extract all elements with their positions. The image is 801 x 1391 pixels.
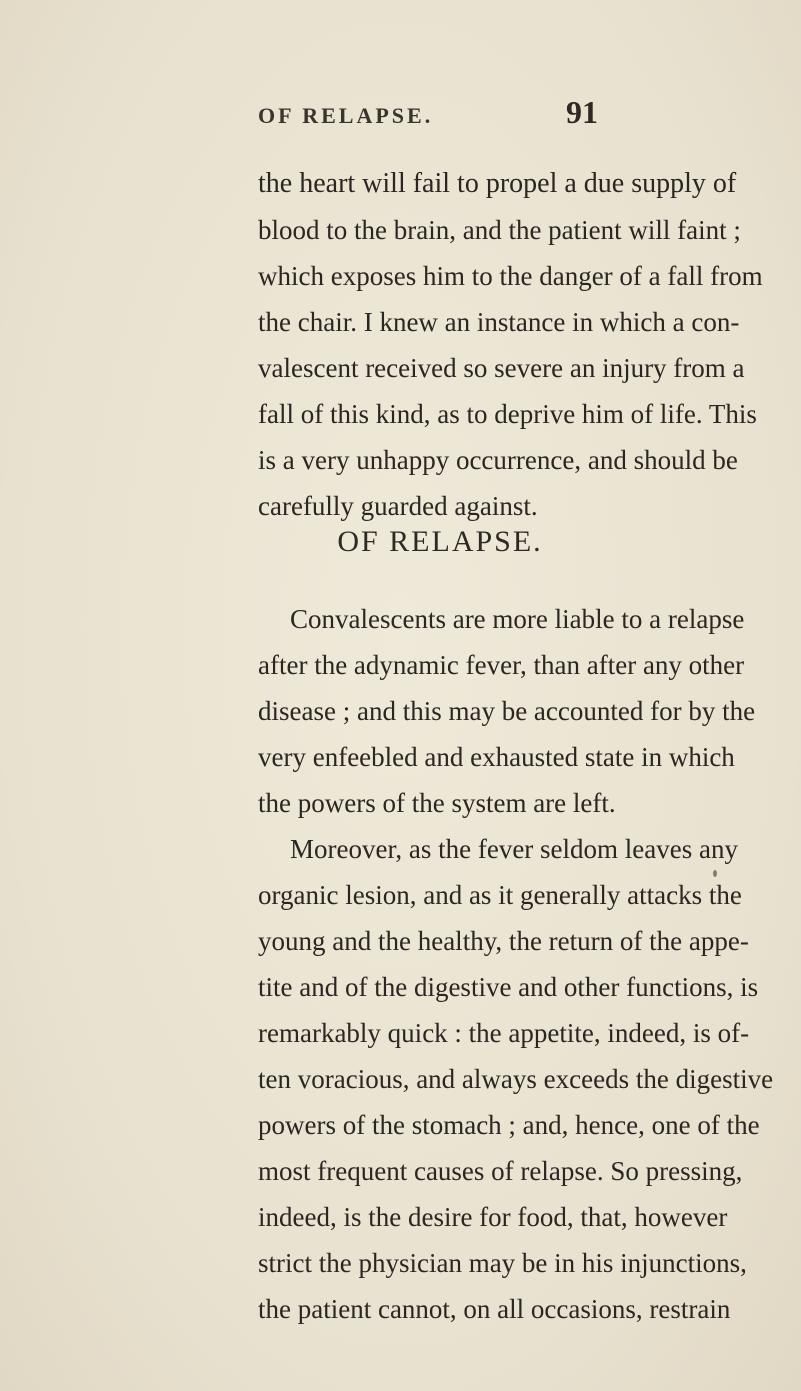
text-line: indeed, is the desire for food, that, however (258, 1202, 728, 1232)
text-line: after the adynamic fever, than after any other (258, 650, 745, 680)
text-line: organic lesion, and as it generally attacks the (258, 880, 742, 910)
text-line: Moreover, as the fever seldom leaves any (290, 834, 738, 864)
text-line: disease ; and this may be accounted for by the (258, 696, 756, 726)
text-line: the patient cannot, on all occasions, restrain (258, 1294, 731, 1324)
text-line: strict the physician may be in his injunctions, (258, 1248, 747, 1278)
text-line: the heart will fail to propel a due supply of (258, 168, 737, 199)
text-line: the chair. I knew an instance in which a con- (258, 307, 740, 337)
text-line: blood to the brain, and the patient will faint ; (258, 215, 741, 245)
text-line: the powers of the system are left. (258, 788, 616, 818)
text-line: carefully guarded against. (258, 491, 538, 521)
text-line: which exposes him to the danger of a fall from (258, 261, 763, 291)
text-line: very enfeebled and exhausted state in which (258, 742, 735, 772)
ink-speck (713, 870, 717, 877)
text-line: fall of this kind, as to deprive him of life. This (258, 399, 757, 429)
text-line: most frequent causes of relapse. So pressing, (258, 1156, 743, 1186)
running-head: OF RELAPSE. (258, 103, 434, 128)
text-line: remarkably quick : the appetite, indeed, is of- (258, 1018, 750, 1048)
section-heading: OF RELAPSE. (337, 525, 543, 558)
text-line: is a very unhappy occurrence, and should be (258, 445, 738, 475)
text-line: Convalescents are more liable to a relapse (290, 604, 745, 634)
page-number: 91 (566, 94, 598, 130)
text-line: ten voracious, and always exceeds the digestive (258, 1064, 774, 1094)
text-line: tite and of the digestive and other functions, is (258, 972, 759, 1002)
text-line: valescent received so severe an injury from a (258, 353, 745, 383)
text-line: young and the healthy, the return of the appe- (258, 926, 749, 956)
text-line: powers of the stomach ; and, hence, one of the (258, 1110, 760, 1140)
